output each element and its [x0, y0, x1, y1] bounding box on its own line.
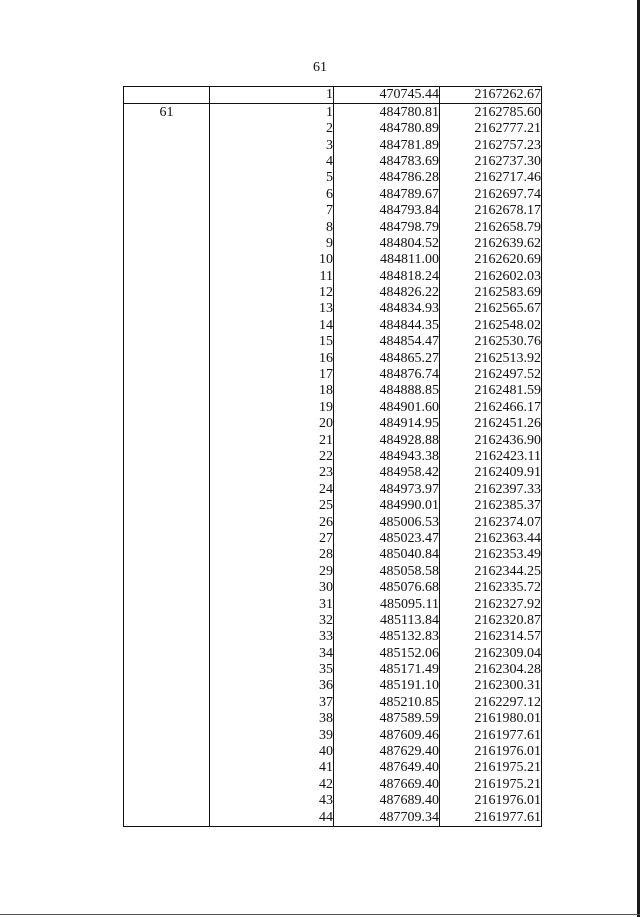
point-number-cell: 30	[210, 580, 334, 596]
plot-cell	[124, 629, 210, 645]
x-coordinate-cell: 485058.58	[334, 563, 440, 579]
x-coordinate-cell: 484888.85	[334, 383, 440, 399]
point-number-cell: 13	[210, 301, 334, 317]
point-number-cell: 10	[210, 252, 334, 268]
x-coordinate-cell: 485132.83	[334, 629, 440, 645]
point-number-cell: 11	[210, 268, 334, 284]
point-number-cell: 17	[210, 367, 334, 383]
plot-cell	[124, 252, 210, 268]
point-number-cell: 35	[210, 662, 334, 678]
x-coordinate-cell: 487589.59	[334, 711, 440, 727]
plot-cell	[124, 350, 210, 366]
y-coordinate-cell: 2162513.92	[440, 350, 542, 366]
point-number-cell: 23	[210, 465, 334, 481]
plot-cell	[124, 203, 210, 219]
point-number-cell: 16	[210, 350, 334, 366]
point-number-cell: 5	[210, 170, 334, 186]
x-coordinate-cell: 484834.93	[334, 301, 440, 317]
plot-cell: 61	[124, 104, 210, 121]
point-number-cell: 1	[210, 87, 334, 104]
point-number-cell: 41	[210, 760, 334, 776]
point-number-cell: 27	[210, 531, 334, 547]
x-coordinate-cell: 484990.01	[334, 498, 440, 514]
plot-cell	[124, 481, 210, 497]
y-coordinate-cell: 2162620.69	[440, 252, 542, 268]
point-number-cell: 26	[210, 514, 334, 530]
plot-cell	[124, 645, 210, 661]
x-coordinate-cell: 484811.00	[334, 252, 440, 268]
table-row	[124, 531, 542, 547]
x-coordinate-cell: 485113.84	[334, 613, 440, 629]
plot-cell	[124, 793, 210, 809]
x-coordinate-cell: 485152.06	[334, 645, 440, 661]
x-coordinate-cell: 484876.74	[334, 367, 440, 383]
x-coordinate-cell: 484783.69	[334, 154, 440, 170]
x-coordinate-cell: 484958.42	[334, 465, 440, 481]
y-coordinate-cell: 2162327.92	[440, 596, 542, 612]
y-coordinate-cell: 2162320.87	[440, 613, 542, 629]
x-coordinate-cell: 485210.85	[334, 694, 440, 710]
table-row	[124, 334, 542, 350]
table-row	[124, 645, 542, 661]
x-coordinate-cell: 470745.44	[334, 87, 440, 104]
x-coordinate-cell: 484804.52	[334, 236, 440, 252]
point-number-cell: 37	[210, 694, 334, 710]
point-number-cell: 15	[210, 334, 334, 350]
point-number-cell: 4	[210, 154, 334, 170]
y-coordinate-cell: 2161975.21	[440, 760, 542, 776]
x-coordinate-cell: 484914.95	[334, 416, 440, 432]
x-coordinate-cell: 484793.84	[334, 203, 440, 219]
point-number-cell: 1	[210, 104, 334, 121]
point-number-cell: 34	[210, 645, 334, 661]
y-coordinate-cell: 2162678.17	[440, 203, 542, 219]
point-number-cell: 3	[210, 137, 334, 153]
y-coordinate-cell: 2162530.76	[440, 334, 542, 350]
plot-cell	[124, 662, 210, 678]
plot-cell	[124, 809, 210, 826]
plot-cell	[124, 186, 210, 202]
x-coordinate-cell: 487689.40	[334, 793, 440, 809]
point-number-cell: 29	[210, 563, 334, 579]
plot-cell	[124, 154, 210, 170]
y-coordinate-cell: 2162565.67	[440, 301, 542, 317]
table-row	[124, 662, 542, 678]
y-coordinate-cell: 2162436.90	[440, 432, 542, 448]
point-number-cell: 42	[210, 776, 334, 792]
point-number-cell: 12	[210, 285, 334, 301]
point-number-cell: 38	[210, 711, 334, 727]
y-coordinate-cell: 2162397.33	[440, 481, 542, 497]
plot-cell	[124, 547, 210, 563]
table-row	[124, 186, 542, 202]
table-row	[124, 104, 542, 121]
plot-cell	[124, 498, 210, 514]
table-row	[124, 416, 542, 432]
table-row	[124, 481, 542, 497]
point-number-cell: 33	[210, 629, 334, 645]
plot-cell	[124, 465, 210, 481]
plot-cell	[124, 596, 210, 612]
plot-cell	[124, 219, 210, 235]
carryover-row	[124, 87, 542, 104]
point-number-cell: 6	[210, 186, 334, 202]
coordinates-table	[123, 86, 542, 827]
x-coordinate-cell: 484786.28	[334, 170, 440, 186]
x-coordinate-cell: 485023.47	[334, 531, 440, 547]
table-row	[124, 580, 542, 596]
plot-cell	[124, 317, 210, 333]
x-coordinate-cell: 484818.24	[334, 268, 440, 284]
plot-cell	[124, 334, 210, 350]
point-number-cell: 36	[210, 678, 334, 694]
x-coordinate-cell: 485191.10	[334, 678, 440, 694]
y-coordinate-cell: 2162353.49	[440, 547, 542, 563]
table-row	[124, 301, 542, 317]
table-row	[124, 121, 542, 137]
point-number-cell: 21	[210, 432, 334, 448]
y-coordinate-cell: 2162451.26	[440, 416, 542, 432]
page-number: 61	[313, 60, 327, 75]
plot-cell	[124, 416, 210, 432]
y-coordinate-cell: 2162583.69	[440, 285, 542, 301]
x-coordinate-cell: 485040.84	[334, 547, 440, 563]
point-number-cell: 14	[210, 317, 334, 333]
x-coordinate-cell: 487629.40	[334, 744, 440, 760]
table-row	[124, 727, 542, 743]
y-coordinate-cell: 2161977.61	[440, 809, 542, 826]
x-coordinate-cell: 485171.49	[334, 662, 440, 678]
y-coordinate-cell: 2162304.28	[440, 662, 542, 678]
x-coordinate-cell: 484789.67	[334, 186, 440, 202]
y-coordinate-cell: 2161976.01	[440, 793, 542, 809]
table-row	[124, 760, 542, 776]
y-coordinate-cell: 2162658.79	[440, 219, 542, 235]
plot-cell	[124, 121, 210, 137]
table-row	[124, 465, 542, 481]
plot-cell	[124, 727, 210, 743]
plot-cell	[124, 449, 210, 465]
table-row	[124, 137, 542, 153]
point-number-cell: 20	[210, 416, 334, 432]
plot-cell	[124, 613, 210, 629]
point-number-cell: 40	[210, 744, 334, 760]
y-coordinate-cell: 2162314.57	[440, 629, 542, 645]
coordinates-table-body	[124, 104, 542, 826]
point-number-cell: 2	[210, 121, 334, 137]
x-coordinate-cell: 487709.34	[334, 809, 440, 826]
plot-cell	[124, 367, 210, 383]
table-row	[124, 678, 542, 694]
point-number-cell: 9	[210, 236, 334, 252]
y-coordinate-cell: 2162385.37	[440, 498, 542, 514]
x-coordinate-cell: 484781.89	[334, 137, 440, 153]
table-row	[124, 449, 542, 465]
table-row	[124, 613, 542, 629]
x-coordinate-cell: 487649.40	[334, 760, 440, 776]
y-coordinate-cell: 2161980.01	[440, 711, 542, 727]
table-row	[124, 367, 542, 383]
point-number-cell: 22	[210, 449, 334, 465]
x-coordinate-cell: 484780.89	[334, 121, 440, 137]
table-row	[124, 547, 542, 563]
table-row	[124, 268, 542, 284]
y-coordinate-cell: 2162697.74	[440, 186, 542, 202]
y-coordinate-cell: 2161975.21	[440, 776, 542, 792]
point-number-cell: 24	[210, 481, 334, 497]
x-coordinate-cell: 484798.79	[334, 219, 440, 235]
plot-cell	[124, 514, 210, 530]
table-row	[124, 236, 542, 252]
x-coordinate-cell: 485006.53	[334, 514, 440, 530]
point-number-cell: 25	[210, 498, 334, 514]
point-number-cell: 28	[210, 547, 334, 563]
x-coordinate-cell: 484973.97	[334, 481, 440, 497]
point-number-cell: 39	[210, 727, 334, 743]
table-row	[124, 432, 542, 448]
table-row	[124, 809, 542, 826]
table-row	[124, 563, 542, 579]
plot-cell	[124, 399, 210, 415]
x-coordinate-cell: 484854.47	[334, 334, 440, 350]
table-row	[124, 350, 542, 366]
table-row	[124, 596, 542, 612]
plot-cell	[124, 87, 210, 104]
plot-cell	[124, 580, 210, 596]
table-row	[124, 154, 542, 170]
plot-cell	[124, 744, 210, 760]
table-row	[124, 694, 542, 710]
y-coordinate-cell: 2162300.31	[440, 678, 542, 694]
x-coordinate-cell: 484901.60	[334, 399, 440, 415]
x-coordinate-cell: 484943.38	[334, 449, 440, 465]
plot-cell	[124, 170, 210, 186]
table-row	[124, 399, 542, 415]
table-row	[124, 203, 542, 219]
y-coordinate-cell: 2162777.21	[440, 121, 542, 137]
plot-cell	[124, 383, 210, 399]
y-coordinate-cell: 2161977.61	[440, 727, 542, 743]
table-row	[124, 383, 542, 399]
x-coordinate-cell: 487609.46	[334, 727, 440, 743]
point-number-cell: 43	[210, 793, 334, 809]
y-coordinate-cell: 2162785.60	[440, 104, 542, 121]
x-coordinate-cell: 484928.88	[334, 432, 440, 448]
x-coordinate-cell: 484826.22	[334, 285, 440, 301]
plot-cell	[124, 285, 210, 301]
y-coordinate-cell: 2162757.23	[440, 137, 542, 153]
plot-cell	[124, 678, 210, 694]
y-coordinate-cell: 2162481.59	[440, 383, 542, 399]
plot-cell	[124, 760, 210, 776]
plot-cell	[124, 776, 210, 792]
point-number-cell: 19	[210, 399, 334, 415]
x-coordinate-cell: 484780.81	[334, 104, 440, 121]
point-number-cell: 8	[210, 219, 334, 235]
y-coordinate-cell: 2162309.04	[440, 645, 542, 661]
table-row	[124, 170, 542, 186]
y-coordinate-cell: 2162737.30	[440, 154, 542, 170]
plot-cell	[124, 531, 210, 547]
y-coordinate-cell: 2162639.62	[440, 236, 542, 252]
table-row	[124, 219, 542, 235]
y-coordinate-cell: 2162363.44	[440, 531, 542, 547]
x-coordinate-cell: 485095.11	[334, 596, 440, 612]
table-row	[124, 744, 542, 760]
y-coordinate-cell: 2162344.25	[440, 563, 542, 579]
plot-cell	[124, 694, 210, 710]
plot-cell	[124, 301, 210, 317]
table-row	[124, 252, 542, 268]
table-row	[124, 776, 542, 792]
table-row	[124, 514, 542, 530]
y-coordinate-cell: 2162602.03	[440, 268, 542, 284]
plot-cell	[124, 268, 210, 284]
plot-cell	[124, 236, 210, 252]
plot-cell	[124, 432, 210, 448]
point-number-cell: 31	[210, 596, 334, 612]
plot-cell	[124, 563, 210, 579]
point-number-cell: 7	[210, 203, 334, 219]
point-number-cell: 18	[210, 383, 334, 399]
x-coordinate-cell: 485076.68	[334, 580, 440, 596]
y-coordinate-cell: 2162423.11	[440, 449, 542, 465]
table-row	[124, 629, 542, 645]
y-coordinate-cell: 2162297.12	[440, 694, 542, 710]
x-coordinate-cell: 487669.40	[334, 776, 440, 792]
y-coordinate-cell: 2162717.46	[440, 170, 542, 186]
y-coordinate-cell: 2161976.01	[440, 744, 542, 760]
y-coordinate-cell: 2162497.52	[440, 367, 542, 383]
table-row	[124, 498, 542, 514]
point-number-cell: 32	[210, 613, 334, 629]
table-row	[124, 793, 542, 809]
point-number-cell: 44	[210, 809, 334, 826]
table-row	[124, 317, 542, 333]
y-coordinate-cell: 2162409.91	[440, 465, 542, 481]
y-coordinate-cell: 2167262.67	[440, 87, 542, 104]
x-coordinate-cell: 484865.27	[334, 350, 440, 366]
table-row	[124, 285, 542, 301]
plot-cell	[124, 137, 210, 153]
x-coordinate-cell: 484844.35	[334, 317, 440, 333]
y-coordinate-cell: 2162335.72	[440, 580, 542, 596]
y-coordinate-cell: 2162548.02	[440, 317, 542, 333]
scan-bottom-edge	[0, 914, 640, 915]
plot-cell	[124, 711, 210, 727]
y-coordinate-cell: 2162374.07	[440, 514, 542, 530]
table-row	[124, 711, 542, 727]
y-coordinate-cell: 2162466.17	[440, 399, 542, 415]
